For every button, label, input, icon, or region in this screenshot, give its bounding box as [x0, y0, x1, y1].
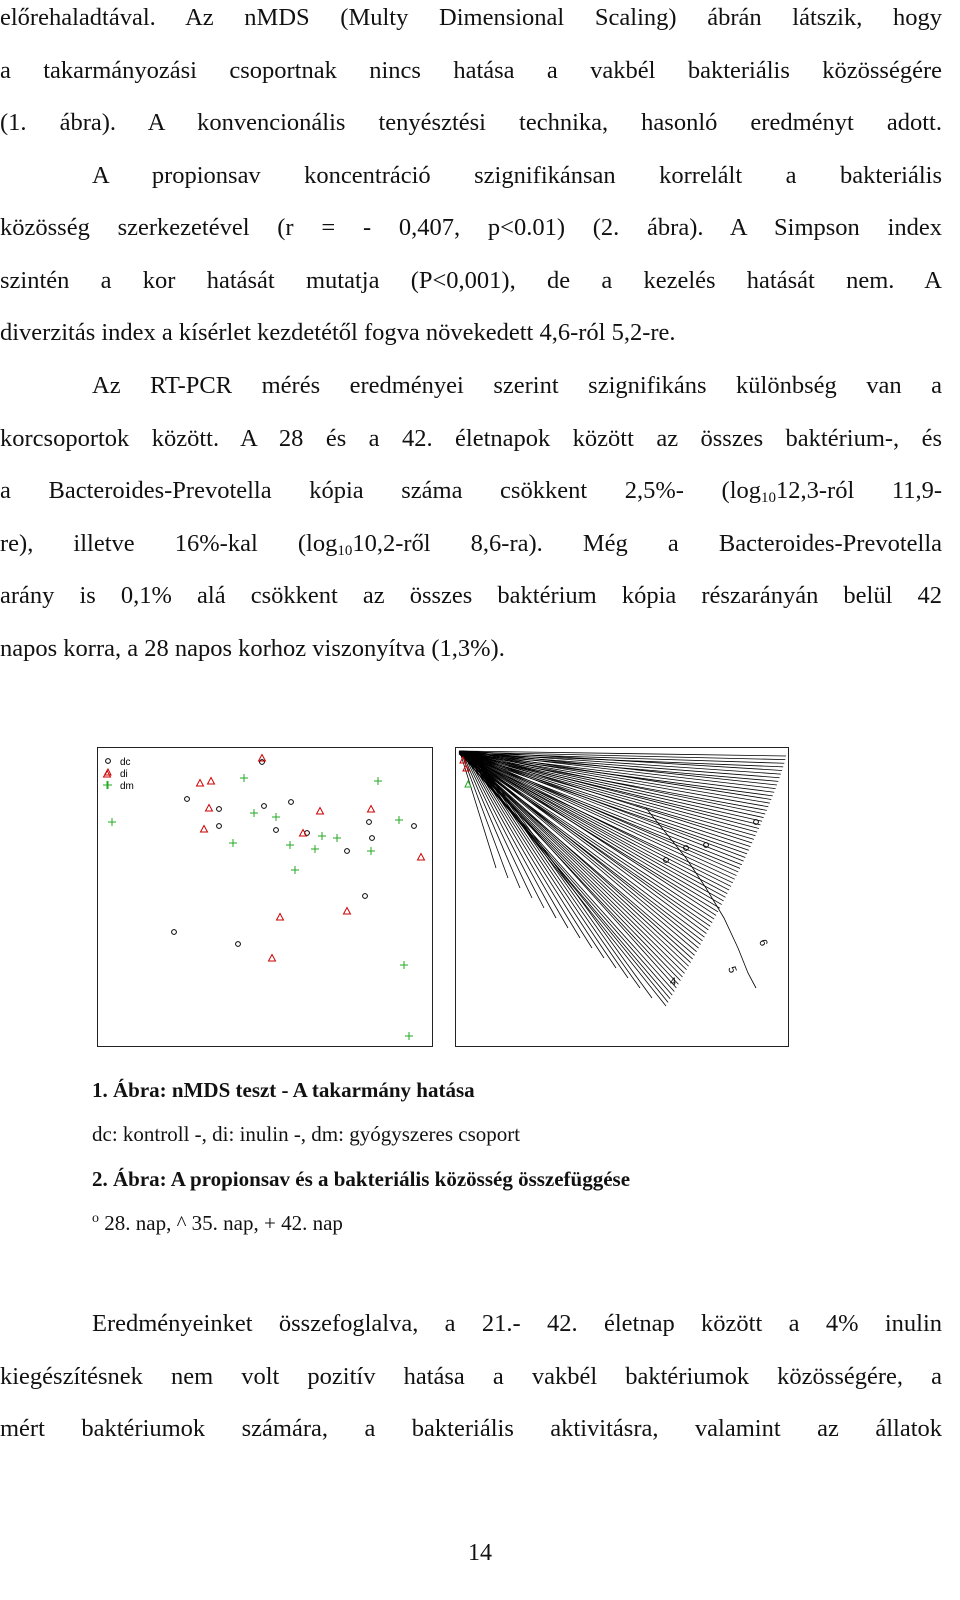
point-dm — [229, 839, 237, 847]
text-line: közösség szerkezetével (r = - 0,407, p<0.01) (2. ábra). A Simpson index — [0, 214, 942, 241]
vector-line — [461, 752, 729, 890]
point-dc — [260, 760, 265, 765]
point-di — [206, 805, 213, 812]
vector-label-6: 6 — [756, 937, 770, 948]
point-dc — [185, 797, 190, 802]
point-dm — [291, 866, 299, 874]
text-line: Az RT-PCR mérés eredményei szerint szignifikáns különbség van a — [92, 372, 942, 399]
point-dc — [412, 824, 417, 829]
figure-2-caption: 2. Ábra: A propionsav és a bakteriális közösség összefüggése — [92, 1167, 631, 1191]
text-line: szintén a kor hatását mutatja (P<0,001), de a kezelés hatását nem. A — [0, 266, 942, 294]
point-dc — [363, 894, 368, 899]
point-di — [317, 808, 324, 815]
point-dc — [217, 807, 222, 812]
vector-line — [470, 752, 616, 968]
point-dm — [374, 777, 382, 785]
text-line: Eredményeinket összefoglalva, a 21.- 42. életnap között a 4% inulin — [92, 1310, 942, 1337]
point-dc — [370, 836, 375, 841]
paragraph-3 — [0, 1298, 942, 1456]
figure-1-caption: 1. Ábra: nMDS teszt - A takarmány hatása — [92, 1078, 475, 1102]
text-line: előrehaladtával. Az nMDS (Multy Dimensional Scaling) ábrán látszik, hogy — [0, 4, 942, 31]
subscript: 10 — [761, 490, 777, 506]
vector-label-5: 5 — [725, 964, 739, 975]
point-dc — [172, 930, 177, 935]
point-di — [368, 806, 375, 813]
point-di — [269, 955, 276, 962]
point-dm — [400, 961, 408, 969]
text-line: arány is 0,1% alá csökkent az összes baktérium kópia részarányán belül 42 — [0, 582, 942, 609]
legend — [104, 757, 134, 792]
paragraph-1 — [0, 0, 942, 360]
point-dc — [236, 942, 241, 947]
point-dm — [103, 781, 111, 789]
text-line: korcsoportok között. A 28 és a 42. életnapok között az összes baktérium-, és — [0, 424, 942, 452]
legend-dm: dm — [120, 781, 134, 792]
text-line: mért baktériumok számára, a bakteriális aktivitásra, valamint az állatok — [0, 1415, 942, 1442]
point-dm — [318, 832, 326, 840]
point-di — [197, 780, 204, 787]
point-di — [344, 908, 351, 915]
point-di — [201, 826, 208, 833]
text-line: A propionsav koncentráció szignifikánsan korrelált a bakteriális — [92, 161, 942, 189]
legend-dc: dc — [120, 757, 131, 768]
figure-2-subcaption: $^o$ 28. nap, ^ 35. nap, + 42. nap — [92, 1211, 343, 1235]
text-line: (1. ábra). A konvencionális tenyésztési technika, hasonló eredményt adott. — [0, 109, 942, 136]
point-dm — [108, 818, 116, 826]
text-line: kiegészítésnek nem volt pozitív hatása a vakbél baktériumok közösségére, a — [0, 1362, 942, 1390]
point-dm — [333, 834, 341, 842]
text-line: a takarmányozási csoportnak nincs hatása a vakbél bakteriális közösségére — [0, 56, 942, 84]
figure-1-svg — [98, 748, 432, 1046]
point-dc — [262, 804, 267, 809]
point-dm — [286, 841, 294, 849]
text-line: napos korra, a 28 napos korhoz viszonyítva (1,3%). — [0, 634, 505, 662]
page-number: 14 — [468, 1540, 492, 1566]
point-dc — [367, 820, 372, 825]
scatter-points — [103, 755, 425, 1041]
point-dm — [250, 809, 258, 817]
point-dm — [395, 816, 403, 824]
paragraph-2 — [0, 360, 942, 675]
figure-2-correlation-plot — [455, 747, 789, 1047]
superscript: o — [92, 1211, 99, 1226]
figure-1-nmds-plot — [97, 747, 433, 1047]
point-di — [208, 778, 215, 785]
figure-1-subcaption: dc: kontroll -, di: inulin -, dm: gyógyszeres csoport — [92, 1122, 521, 1146]
point-dc — [217, 824, 222, 829]
vector-label-4: 4 — [670, 976, 677, 988]
point-di — [300, 830, 307, 837]
point-dc — [274, 828, 279, 833]
point-dm — [240, 774, 248, 782]
point-dc — [289, 800, 294, 805]
point-di — [418, 854, 425, 861]
point-dc — [345, 849, 350, 854]
subscript: 10 — [337, 542, 353, 559]
text-line: diverzitás index a kísérlet kezdetétől fogva növekedett 4,6-ról 5,2-re. — [0, 319, 676, 346]
text-line: a Bacteroides-Prevotella kópia száma csökkent 2,5%- ($\log_{10}12,3$-ról 11,9- — [0, 477, 942, 506]
text-line: re), illetve 16%-kal ($\log_{10}10,2$-ről 8,6-ra). Még a Bacteroides-Prevotella — [0, 529, 943, 559]
figure-2-svg — [456, 748, 788, 1046]
point-dm — [311, 845, 319, 853]
point-di — [277, 914, 284, 921]
vector-line — [463, 753, 735, 879]
point-dm — [405, 1032, 413, 1040]
point-dm — [272, 813, 280, 821]
point-dm — [367, 847, 375, 855]
legend-di: di — [120, 769, 128, 780]
